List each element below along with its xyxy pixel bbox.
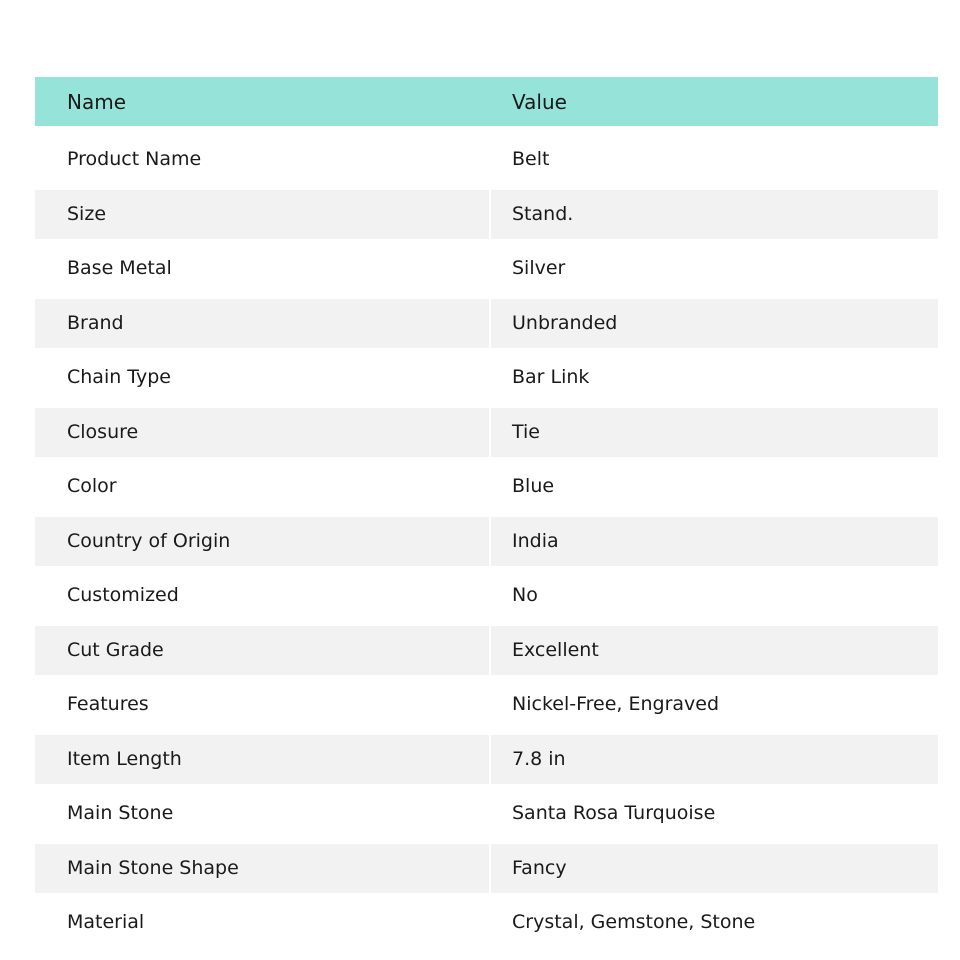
table-row — [35, 408, 938, 457]
row-name: Main Stone Shape — [35, 844, 489, 893]
table-row — [35, 626, 938, 675]
table-row — [35, 132, 938, 187]
row-value: Unbranded — [491, 299, 938, 348]
row-value: Tie — [491, 408, 938, 457]
row-value: 7.8 in — [491, 735, 938, 784]
row-value: Fancy — [491, 844, 938, 893]
table-row — [35, 517, 938, 566]
row-name: Base Metal — [67, 257, 172, 280]
row-name: Main Stone — [67, 802, 174, 825]
table-row — [35, 844, 938, 893]
table-row — [35, 735, 938, 784]
table-row — [35, 190, 938, 239]
row-value: Stand. — [491, 190, 938, 239]
row-value: Santa Rosa Turquoise — [512, 802, 716, 825]
row-name: Item Length — [35, 735, 489, 784]
table-header-row — [35, 77, 938, 126]
row-name: Chain Type — [67, 366, 171, 389]
table-row — [35, 677, 938, 732]
table-row — [35, 299, 938, 348]
row-value: Bar Link — [512, 366, 590, 389]
table-row — [35, 459, 938, 514]
row-name: Closure — [35, 408, 489, 457]
row-name: Material — [67, 911, 145, 934]
header-name: Name — [35, 77, 489, 126]
row-value: No — [512, 584, 538, 607]
row-value: Excellent — [491, 626, 938, 675]
table-row — [35, 241, 938, 296]
table-row — [35, 786, 938, 841]
row-name: Size — [35, 190, 489, 239]
row-value: Crystal, Gemstone, Stone — [512, 911, 756, 934]
row-name: Color — [67, 475, 117, 498]
product-spec-table — [35, 77, 938, 950]
row-value: India — [491, 517, 938, 566]
row-value: Belt — [512, 148, 550, 171]
row-name: Brand — [35, 299, 489, 348]
table-row — [35, 895, 938, 950]
row-value: Nickel-Free, Engraved — [512, 693, 720, 716]
row-name: Country of Origin — [35, 517, 489, 566]
table-row — [35, 568, 938, 623]
row-value: Blue — [512, 475, 555, 498]
header-value: Value — [491, 77, 938, 126]
row-name: Cut Grade — [35, 626, 489, 675]
row-name: Customized — [67, 584, 179, 607]
table-row — [35, 350, 938, 405]
row-name: Product Name — [67, 148, 202, 171]
row-value: Silver — [512, 257, 566, 280]
row-name: Features — [67, 693, 149, 716]
